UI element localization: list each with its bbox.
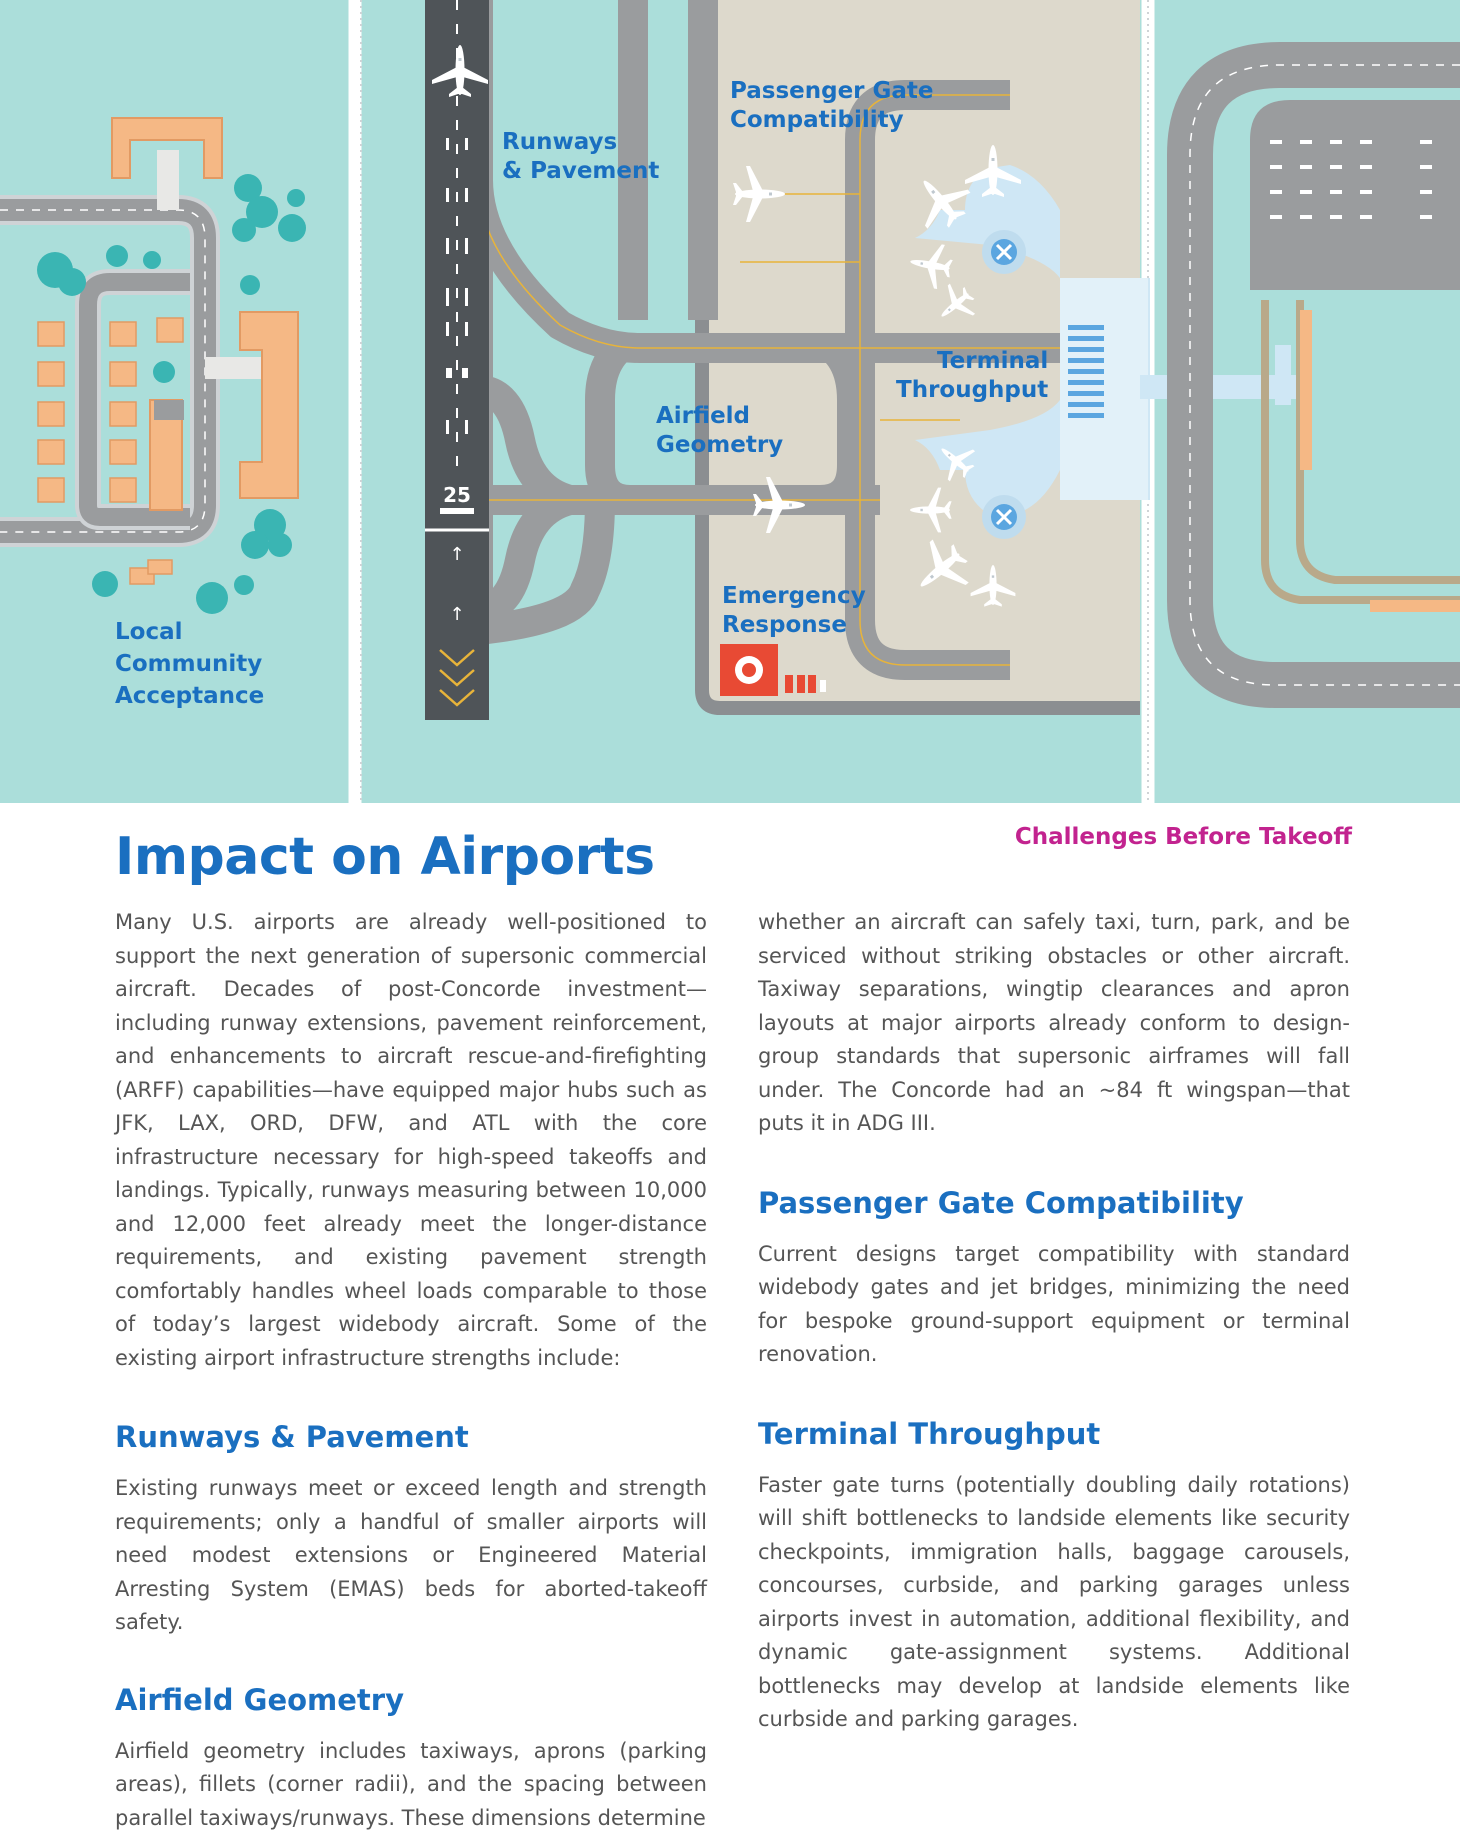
label-passenger-gate bbox=[730, 77, 934, 135]
svg-text:↑: ↑ bbox=[449, 604, 464, 625]
label-line: Compatibility bbox=[730, 106, 934, 135]
body-terminal-throughput: Faster gate turns (potentially doubling daily rotations) will shift bottlenecks to landside elements like security checkpoints, immigration halls, baggage carousels, concourses, curbside, and parking garages unless airports invest in automation, additional flexibility, and dynamic gate-assignment systems. Additional bottlenecks may develop at landside elements like curbside and parking garages. bbox=[758, 1469, 1350, 1737]
label-local-community bbox=[115, 616, 264, 712]
label-line: Throughput bbox=[896, 376, 1048, 405]
label-emergency-response bbox=[722, 582, 866, 640]
airport-illustration bbox=[0, 0, 1460, 803]
label-line: Acceptance bbox=[115, 680, 264, 712]
label-line: Response bbox=[722, 611, 866, 640]
heading-runways-pavement: Runways & Pavement bbox=[115, 1419, 707, 1455]
column-right bbox=[758, 906, 1350, 1737]
svg-text:↑: ↑ bbox=[449, 544, 464, 565]
label-line: & Pavement bbox=[502, 157, 659, 186]
label-runways-pavement bbox=[502, 128, 659, 186]
label-line: Community bbox=[115, 648, 264, 680]
heading-airfield-geometry: Airfield Geometry bbox=[115, 1682, 707, 1718]
label-line: Terminal bbox=[896, 347, 1048, 376]
page-title: Impact on Airports bbox=[115, 826, 655, 888]
label-line: Emergency bbox=[722, 582, 866, 611]
label-airfield-geometry bbox=[656, 402, 783, 460]
body-airfield-geometry-continued: whether an aircraft can safely taxi, turn, park, and be serviced without striking obstacles or other aircraft. Taxiway separations, wingtip clearances and apron layouts at major airports already conform to design-group standards that supersonic airframes will fall under. The Concorde had an ~84 ft wingspan—that puts it in ADG III. bbox=[758, 906, 1350, 1141]
heading-passenger-gate: Passenger Gate Compatibility bbox=[758, 1185, 1350, 1221]
heading-terminal-throughput: Terminal Throughput bbox=[758, 1416, 1350, 1452]
column-left bbox=[115, 906, 707, 1835]
section-kicker: Challenges Before Takeoff bbox=[1015, 822, 1352, 852]
body-passenger-gate: Current designs target compatibility with standard widebody gates and jet bridges, minimizing the need for bespoke ground-support equipment or terminal renovation. bbox=[758, 1238, 1350, 1372]
label-terminal-throughput bbox=[896, 347, 1048, 405]
label-line: Geometry bbox=[656, 431, 783, 460]
body-airfield-geometry-start: Airfield geometry includes taxiways, aprons (parking areas), fillets (corner radii), and the spacing between parallel taxiways/runways. These dimensions determine bbox=[115, 1735, 707, 1835]
intro-paragraph: Many U.S. airports are already well-positioned to support the next generation of supersonic commercial aircraft. Decades of post-Concorde investment—including runway extensions, pavement reinforcement, and enhancements to aircraft rescue-and-firefighting (ARFF) capabilities—have equipped major hubs such as JFK, LAX, ORD, DFW, and ATL with the core infrastructure necessary for high-speed takeoffs and landings. Typically, runways measuring between 10,000 and 12,000 feet already meet the longer-distance requirements, and existing pavement strength comfortably handles wheel loads comparable to those of today’s largest widebody aircraft. Some of the existing airport infrastructure strengths include: bbox=[115, 906, 707, 1375]
body-runways-pavement: Existing runways meet or exceed length and strength requirements; only a handful of smaller airports will need modest extensions or Engineered Material Arresting System (EMAS) beds for aborted-takeoff safety. bbox=[115, 1472, 707, 1640]
label-line: Local bbox=[115, 616, 264, 648]
label-line: Airfield bbox=[656, 402, 783, 431]
runway-number: 25 bbox=[443, 483, 471, 507]
label-line: Passenger Gate bbox=[730, 77, 934, 106]
label-line: Runways bbox=[502, 128, 659, 157]
